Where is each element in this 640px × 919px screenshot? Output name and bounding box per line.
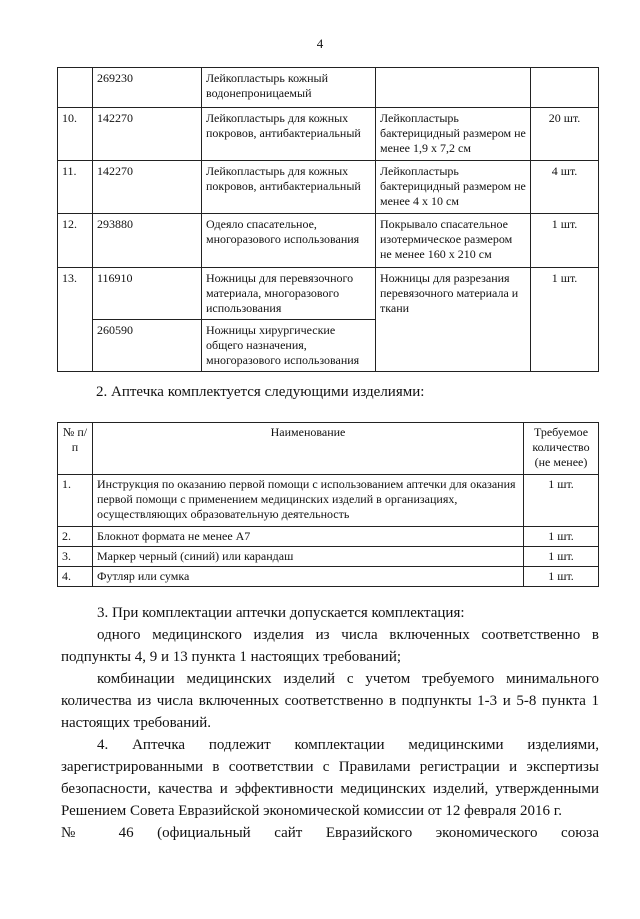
table-row bbox=[58, 68, 599, 108]
item-name: Лейкопластырь для кожных покровов, антибактериальный bbox=[202, 161, 376, 214]
item-spec: Ножницы для разрезания перевязочного материала и ткани bbox=[376, 268, 531, 372]
table-row bbox=[58, 527, 599, 547]
medical-items-table bbox=[57, 67, 599, 372]
table-header-row bbox=[58, 423, 599, 475]
table-row bbox=[58, 567, 599, 587]
row-number: 10. bbox=[58, 108, 93, 161]
header-name: Наименование bbox=[93, 423, 524, 475]
item-spec: Покрывало спасательное изотермическое размером не менее 160 x 210 см bbox=[376, 214, 531, 268]
item-name: Ножницы для перевязочного материала, многоразового использования bbox=[202, 268, 376, 320]
item-code: 142270 bbox=[93, 108, 202, 161]
row-number: 1. bbox=[58, 475, 93, 527]
kit-items-table bbox=[57, 422, 599, 587]
body-text bbox=[61, 602, 599, 844]
table-row bbox=[58, 108, 599, 161]
item-name: Одеяло спасательное, многоразового использования bbox=[202, 214, 376, 268]
item-spec: Лейкопластырь бактерицидный размером не менее 1,9 x 7,2 см bbox=[376, 108, 531, 161]
row-number: 13. bbox=[58, 268, 93, 372]
page-number: 4 bbox=[316, 36, 324, 51]
item-quantity: 1 шт. bbox=[524, 567, 599, 587]
item-code: 142270 bbox=[93, 161, 202, 214]
table-row bbox=[58, 475, 599, 527]
row-number: 3. bbox=[58, 547, 93, 567]
item-name: Футляр или сумка bbox=[93, 567, 524, 587]
item-name: Лейкопластырь для кожных покровов, антибактериальный bbox=[202, 108, 376, 161]
item-name: Ножницы хирургические общего назначения, многоразового использования bbox=[202, 320, 376, 372]
section-heading: 2. Аптечка комплектуется следующими изделиями: bbox=[96, 384, 425, 400]
paragraph-3-heading: 3. При комплектации аптечки допускается комплектация: bbox=[97, 605, 465, 621]
row-number: 4. bbox=[58, 567, 93, 587]
item-quantity: 1 шт. bbox=[531, 214, 599, 268]
paragraph-3-option-a: одного медицинского изделия из числа включенных соответственно в подпункты 4, 9 и 13 пункта 1 настоящих требований; bbox=[61, 627, 599, 665]
table-row bbox=[58, 214, 599, 268]
table-row bbox=[58, 547, 599, 567]
item-code: 116910 bbox=[93, 268, 202, 320]
paragraph-4: 4. Аптечка подлежит комплектации медицинскими изделиями, зарегистрированными в соответствии с Правилами регистрации и экспертизы безопасности, качества и эффективности медицинских изделий, утвержденными Решением Совета Евразийской экономической комиссии от 12 февраля 2016 г. bbox=[61, 737, 599, 819]
item-name: Инструкция по оказанию первой помощи с использованием аптечки для оказания первой помощи с применением медицинских изделий в организациях, осуществляющих образовательную деятельность bbox=[93, 475, 524, 527]
item-quantity bbox=[531, 68, 599, 108]
table-row bbox=[58, 268, 599, 320]
item-code: 260590 bbox=[93, 320, 202, 372]
row-number bbox=[58, 68, 93, 108]
item-quantity: 1 шт. bbox=[524, 475, 599, 527]
item-spec: Лейкопластырь бактерицидный размером не менее 4 x 10 см bbox=[376, 161, 531, 214]
item-code: 293880 bbox=[93, 214, 202, 268]
item-code: 269230 bbox=[93, 68, 202, 108]
row-number: 12. bbox=[58, 214, 93, 268]
item-quantity: 1 шт. bbox=[531, 268, 599, 372]
row-number: 2. bbox=[58, 527, 93, 547]
item-spec bbox=[376, 68, 531, 108]
item-name: Лейкопластырь кожный водонепроницаемый bbox=[202, 68, 376, 108]
item-quantity: 4 шт. bbox=[531, 161, 599, 214]
item-quantity: 20 шт. bbox=[531, 108, 599, 161]
item-quantity: 1 шт. bbox=[524, 527, 599, 547]
paragraph-3-option-b: комбинации медицинских изделий с учетом требуемого минимального количества из числа включенных соответственно в подпункты 1-3 и 5-8 пункта 1 настоящих требований. bbox=[61, 671, 599, 731]
header-number: № п/п bbox=[58, 423, 93, 475]
header-quantity: Требуемое количество (не менее) bbox=[524, 423, 599, 475]
row-number: 11. bbox=[58, 161, 93, 214]
table-row bbox=[58, 161, 599, 214]
paragraph-4-continuation: № 46 (официальный сайт Евразийского экономического союза bbox=[61, 825, 599, 841]
item-quantity: 1 шт. bbox=[524, 547, 599, 567]
item-name: Маркер черный (синий) или карандаш bbox=[93, 547, 524, 567]
item-name: Блокнот формата не менее А7 bbox=[93, 527, 524, 547]
